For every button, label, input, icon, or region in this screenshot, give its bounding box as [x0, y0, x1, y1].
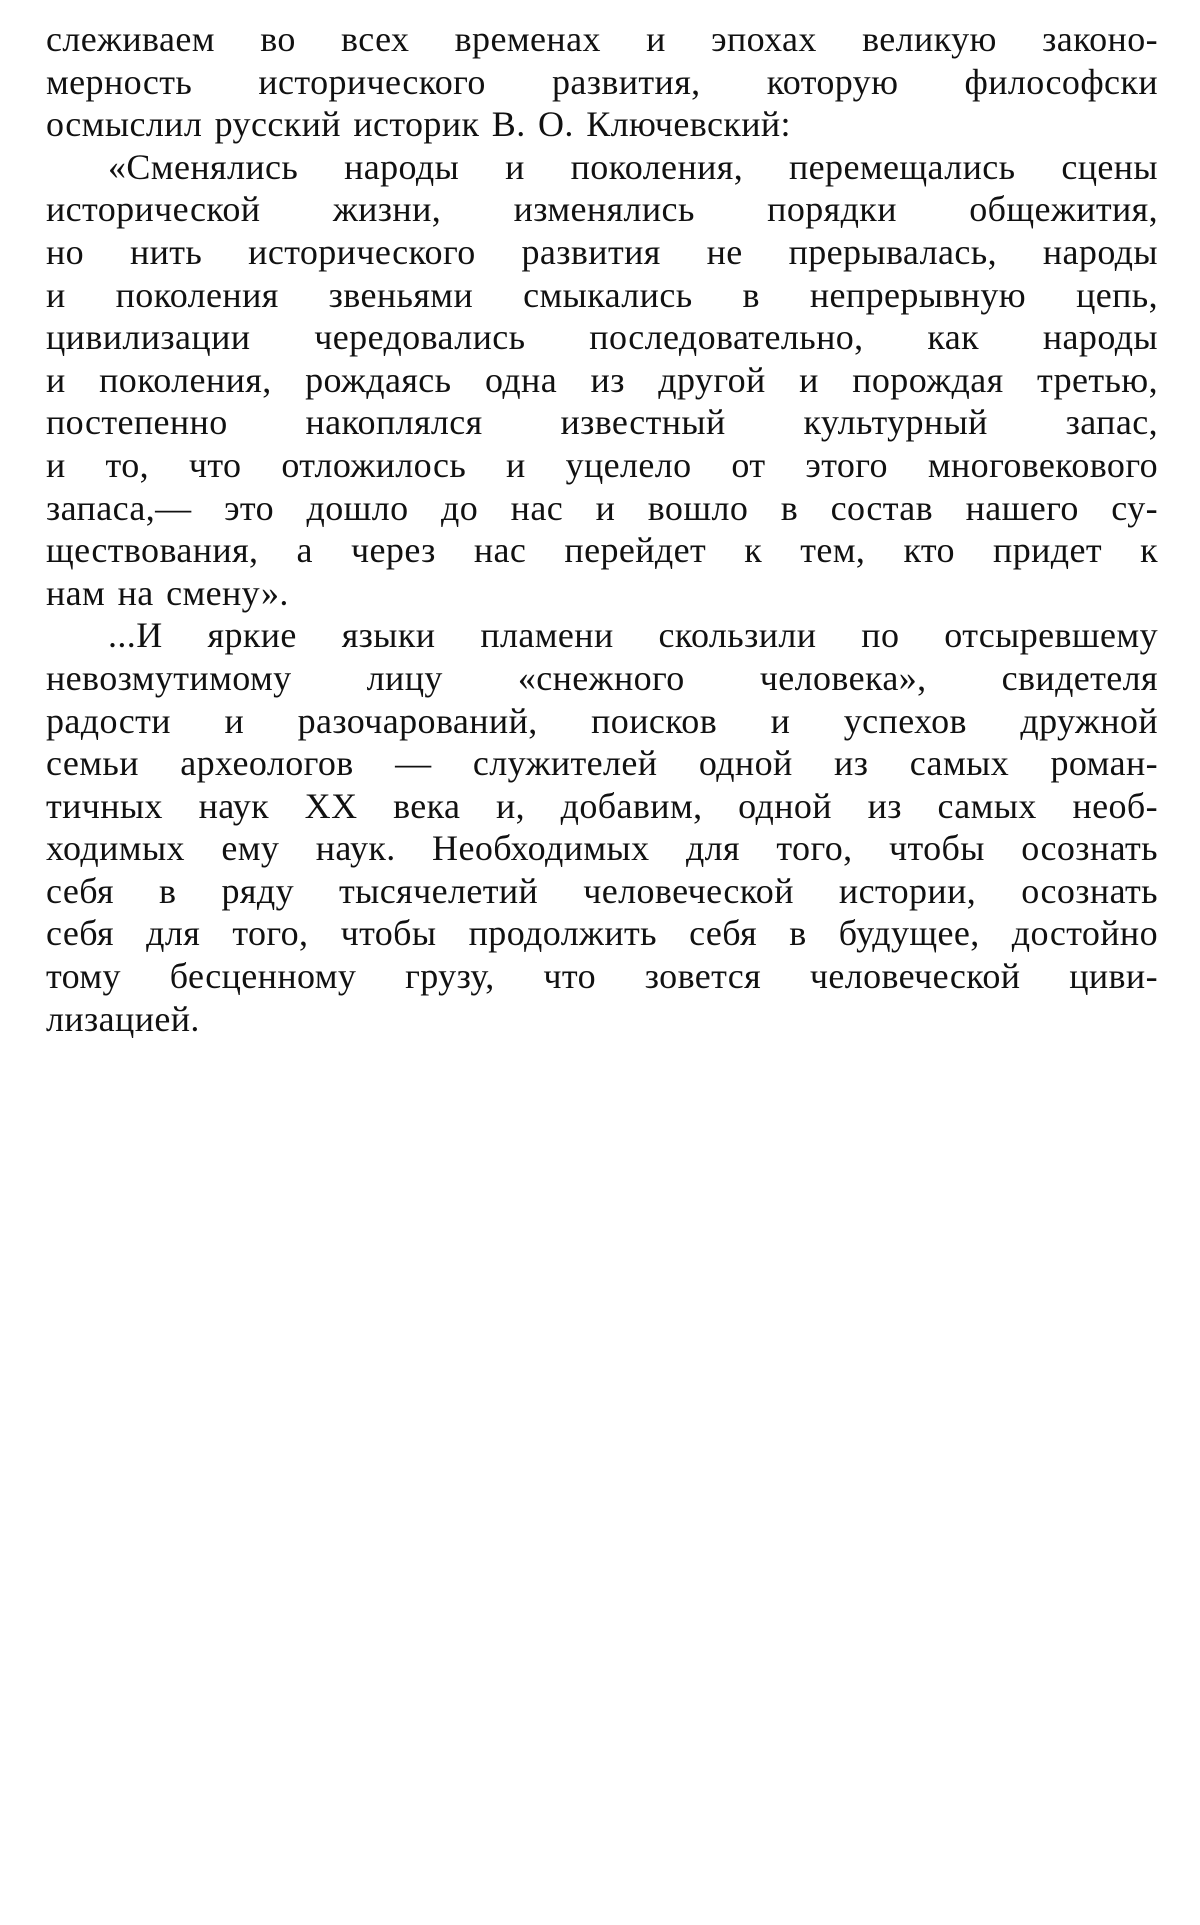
text-line: и то, что отложилось и уцелело от этого многовекового [46, 444, 1158, 485]
text-line: слеживаем во всех временах и эпохах великую законо- [46, 19, 1158, 59]
text-line: мерность исторического развития, которую философски [46, 61, 1158, 102]
paragraph-conclusion [46, 614, 1158, 1040]
text-line: постепенно накоплялся известный культурный запас, [46, 402, 1158, 443]
paragraph-quote [46, 146, 1158, 615]
text-line: невозмутимому лицу «снежного человека», свидетеля [46, 657, 1158, 698]
text-line: тому бесценному грузу, что зовется человеческой циви- [46, 956, 1158, 997]
text-line: цивилизации чередовались последовательно, как народы [46, 317, 1158, 358]
text-line: осмыслил русский историк В. О. Ключевский: [46, 104, 791, 145]
text-line: ществования, а через нас перейдет к тем, кто придет к [46, 530, 1158, 571]
text-line: исторической жизни, изменялись порядки общежития, [46, 189, 1158, 230]
text-line: запаса,— это дошло до нас и вошло в состав нашего су- [46, 487, 1158, 528]
text-line: ...И яркие языки пламени скользили по отсыревшему [108, 615, 1158, 656]
text-line: ходимых ему наук. Необходимых для того, чтобы осознать [46, 828, 1158, 869]
page-text [46, 18, 1158, 1040]
paragraph-intro [46, 18, 1158, 146]
text-line: радости и разочарований, поисков и успехов дружной [46, 700, 1158, 741]
text-line: себя для того, чтобы продолжить себя в будущее, достойно [46, 913, 1158, 954]
text-line: нам на смену». [46, 572, 289, 613]
text-line: лизацией. [46, 998, 200, 1039]
text-line: и поколения звеньями смыкались в непрерывную цепь, [46, 274, 1158, 315]
text-line: но нить исторического развития не прерывалась, народы [46, 231, 1158, 272]
text-line: тичных наук XX века и, добавим, одной из самых необ- [46, 785, 1158, 826]
text-line: себя в ряду тысячелетий человеческой истории, осознать [46, 870, 1158, 911]
text-line: семьи археологов — служителей одной из самых роман- [46, 743, 1158, 784]
text-line: «Сменялись народы и поколения, перемещались сцены [108, 146, 1158, 187]
text-line: и поколения, рождаясь одна из другой и порождая третью, [46, 359, 1158, 400]
